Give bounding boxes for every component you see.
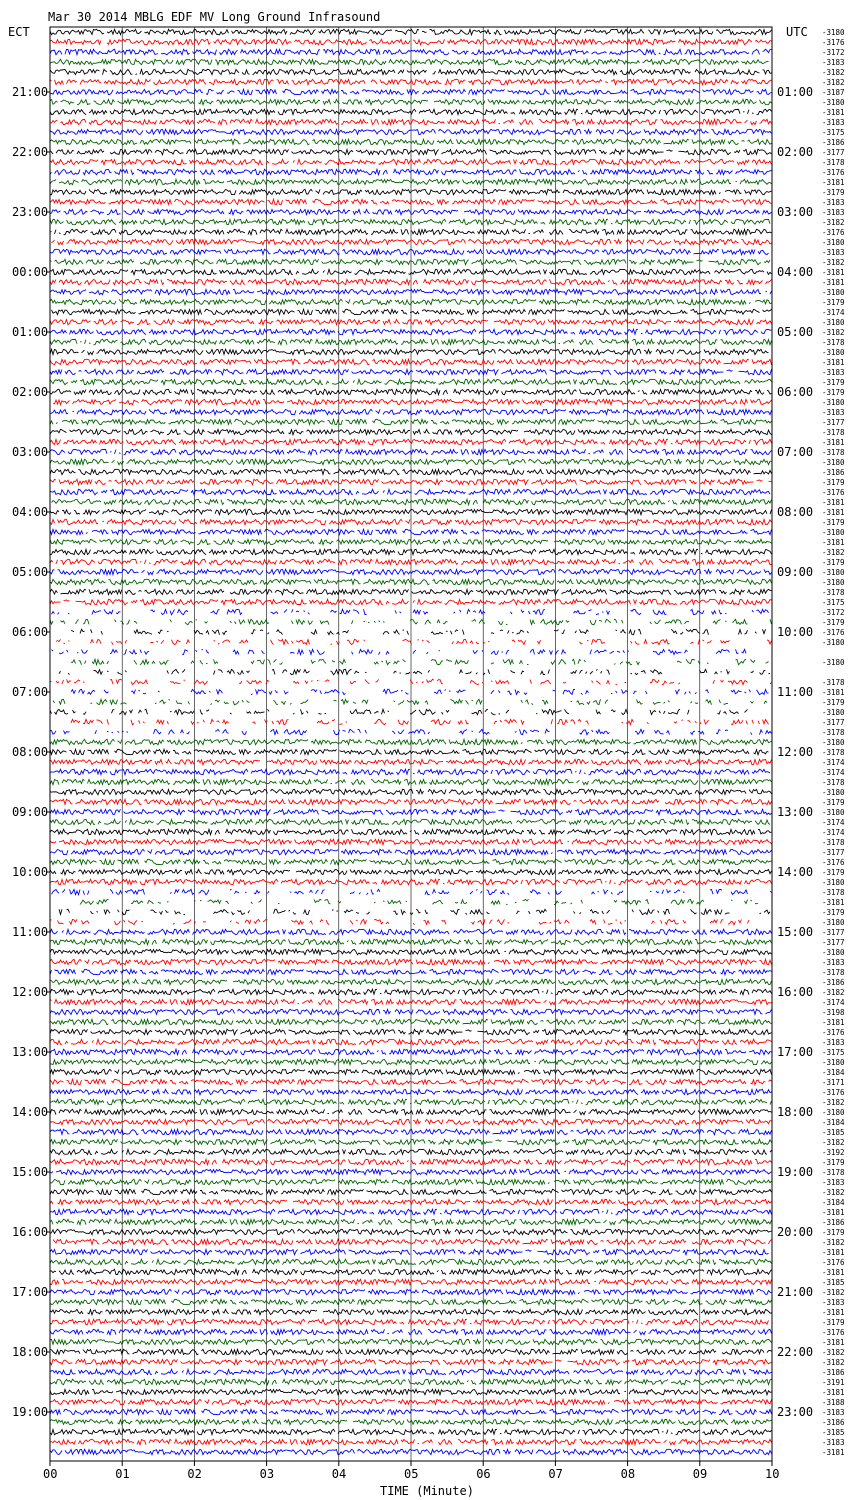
row-offset-label: -3180	[822, 878, 845, 887]
left-timezone-label: ECT	[8, 25, 30, 39]
row-offset-label: -3186	[822, 1218, 845, 1227]
row-offset-label: -3174	[822, 998, 845, 1007]
row-offset-label: -3183	[822, 958, 845, 967]
right-hour-axis	[777, 85, 813, 1419]
left-hour-label: 23:00	[12, 205, 49, 219]
row-offset-label: -3186	[822, 1368, 845, 1377]
row-offset-label: -3182	[822, 68, 845, 77]
row-offset-label: -3182	[822, 258, 845, 267]
row-offset-label: -3176	[822, 628, 845, 637]
row-offset-label: -3178	[822, 728, 845, 737]
row-offset-label: -3183	[822, 1298, 845, 1307]
row-offset-label: -3179	[822, 798, 845, 807]
x-tick-label: 10	[765, 1467, 780, 1481]
row-offset-label: -3181	[822, 108, 845, 117]
row-offset-label: -3177	[822, 418, 845, 427]
row-offset-label: -3187	[822, 88, 845, 97]
x-axis	[43, 1461, 779, 1481]
row-offset-label: -3179	[822, 1228, 845, 1237]
row-offset-label: -3180	[822, 1058, 845, 1067]
row-offset-label: -3180	[822, 98, 845, 107]
row-offset-label: -3178	[822, 1168, 845, 1177]
row-offset-label: -3181	[822, 1338, 845, 1347]
trace-line	[71, 689, 769, 694]
trace-line	[50, 259, 770, 264]
grid-lines	[122, 27, 700, 1461]
row-offset-label: -3182	[822, 78, 845, 87]
row-offset-label: -3177	[822, 928, 845, 937]
left-hour-label: 12:00	[12, 985, 49, 999]
trace-line	[71, 659, 769, 664]
right-hour-label: 02:00	[777, 145, 814, 159]
trace-line	[80, 899, 767, 904]
row-offset-label: -3182	[822, 218, 845, 227]
trace-line	[53, 1239, 772, 1244]
trace-line	[52, 499, 772, 504]
row-offset-label: -3178	[822, 888, 845, 897]
row-offset-label: -3180	[822, 238, 845, 247]
trace-line	[53, 399, 772, 404]
row-offset-label: -3180	[822, 708, 845, 717]
row-offset-label: -3185	[822, 1428, 845, 1437]
row-offset-label: -3179	[822, 1158, 845, 1167]
row-offset-label: -3186	[822, 1418, 845, 1427]
row-offset-label: -3180	[822, 578, 845, 587]
row-offset-label: -3176	[822, 1258, 845, 1267]
right-hour-label: 17:00	[777, 1045, 814, 1059]
row-offset-label: -3180	[822, 638, 845, 647]
left-hour-label: 16:00	[12, 1225, 49, 1239]
x-tick-label: 07	[548, 1467, 563, 1481]
row-offset-label: -3183	[822, 368, 845, 377]
row-offset-label: -3174	[822, 818, 845, 827]
row-offset-label: -3182	[822, 988, 845, 997]
right-hour-label: 14:00	[777, 865, 814, 879]
row-offset-label: -3176	[822, 38, 845, 47]
x-tick-label: 01	[115, 1467, 130, 1481]
row-offset-label: -3176	[822, 1328, 845, 1337]
row-offset-label: -3181	[822, 1018, 845, 1027]
trace-line	[52, 889, 772, 894]
row-offset-label: -3178	[822, 678, 845, 687]
trace-line	[59, 669, 770, 674]
row-offset-label: -3179	[822, 298, 845, 307]
trace-line	[50, 219, 770, 224]
row-offset-label: -3181	[822, 1268, 845, 1277]
row-offset-label: -3181	[822, 498, 845, 507]
row-offset-label: -3183	[822, 248, 845, 257]
row-offset-label: -3176	[822, 168, 845, 177]
row-offset-label: -3198	[822, 1008, 845, 1017]
row-offset-label: -3176	[822, 1028, 845, 1037]
row-offset-label: -3180	[822, 658, 845, 667]
row-offset-label: -3174	[822, 768, 845, 777]
row-offset-label: -3182	[822, 328, 845, 337]
row-offset-label: -3171	[822, 1078, 845, 1087]
left-hour-label: 19:00	[12, 1405, 49, 1419]
row-offset-label: -3177	[822, 718, 845, 727]
row-offset-label: -3175	[822, 128, 845, 137]
row-offset-label: -3179	[822, 188, 845, 197]
trace-line	[50, 769, 770, 774]
left-hour-label: 10:00	[12, 865, 49, 879]
row-offset-label: -3180	[822, 808, 845, 817]
row-offset-label: -3183	[822, 1038, 845, 1047]
trace-line	[50, 709, 770, 714]
row-offset-label: -3178	[822, 448, 845, 457]
row-offset-label: -3179	[822, 908, 845, 917]
row-offset-label: -3181	[822, 358, 845, 367]
trace-line	[71, 629, 766, 634]
right-hour-label: 15:00	[777, 925, 814, 939]
row-offset-label: -3176	[822, 228, 845, 237]
row-offset-label: -3183	[822, 1408, 845, 1417]
left-hour-label: 08:00	[12, 745, 49, 759]
row-offset-label: -3182	[822, 1348, 845, 1357]
row-offset-label: -3178	[822, 778, 845, 787]
row-offset-label: -3180	[822, 348, 845, 357]
row-offset-label: -3179	[822, 518, 845, 527]
row-offset-label: -3182	[822, 1288, 845, 1297]
row-offset-label: -3182	[822, 1188, 845, 1197]
row-offset-label: -3183	[822, 408, 845, 417]
x-tick-label: 03	[259, 1467, 275, 1481]
trace-line	[50, 819, 770, 824]
left-hour-label: 18:00	[12, 1345, 49, 1359]
row-offset-label: -3176	[822, 488, 845, 497]
row-offset-label: -3179	[822, 558, 845, 567]
row-offset-label: -3179	[822, 1318, 845, 1327]
row-offset-label: -3178	[822, 428, 845, 437]
left-hour-label: 07:00	[12, 685, 49, 699]
left-hour-label: 03:00	[12, 445, 49, 459]
row-offset-label: -3176	[822, 1088, 845, 1097]
row-offset-label: -3180	[822, 288, 845, 297]
x-tick-label: 02	[187, 1467, 202, 1481]
right-hour-label: 22:00	[777, 1345, 814, 1359]
row-offset-label: -3177	[822, 848, 845, 857]
x-tick-label: 06	[476, 1467, 491, 1481]
row-offset-label: -3182	[822, 1238, 845, 1247]
right-hour-label: 08:00	[777, 505, 814, 519]
row-offset-label: -3178	[822, 748, 845, 757]
row-offset-label: -3180	[822, 528, 845, 537]
row-offset-label: -3180	[822, 788, 845, 797]
right-hour-label: 16:00	[777, 985, 814, 999]
row-offset-label: -3185	[822, 1128, 845, 1137]
row-offset-label: -3172	[822, 48, 845, 57]
row-offset-label: -3180	[822, 458, 845, 467]
left-hour-axis	[12, 85, 50, 1419]
row-offset-label: -3183	[822, 1178, 845, 1187]
right-hour-label: 01:00	[777, 85, 814, 99]
row-offset-label: -3177	[822, 148, 845, 157]
row-offset-label: -3179	[822, 388, 845, 397]
row-offset-label: -3175	[822, 598, 845, 607]
left-hour-label: 09:00	[12, 805, 49, 819]
right-hour-label: 19:00	[777, 1165, 814, 1179]
row-offset-label: -3191	[822, 1378, 845, 1387]
row-offset-label: -3175	[822, 1048, 845, 1057]
right-timezone-label: UTC	[786, 25, 808, 39]
trace-line	[52, 309, 772, 314]
left-hour-label: 04:00	[12, 505, 49, 519]
trace-line	[56, 639, 772, 644]
x-tick-label: 08	[620, 1467, 636, 1481]
row-offset-label: -3186	[822, 468, 845, 477]
row-offset-label: -3180	[822, 568, 845, 577]
left-hour-label: 05:00	[12, 565, 49, 579]
row-offset-label: -3178	[822, 838, 845, 847]
right-hour-label: 07:00	[777, 445, 814, 459]
row-offset-label: -3179	[822, 478, 845, 487]
row-offset-label: -3176	[822, 858, 845, 867]
row-offset-label: -3179	[822, 618, 845, 627]
left-hour-label: 00:00	[12, 265, 49, 279]
row-offset-label: -3184	[822, 1118, 845, 1127]
row-offset-label: -3181	[822, 1388, 845, 1397]
row-offset-label: -3181	[822, 1208, 845, 1217]
row-offset-label: -3183	[822, 58, 845, 67]
right-hour-label: 11:00	[777, 685, 814, 699]
right-hour-label: 03:00	[777, 205, 814, 219]
x-axis-label: TIME (Minute)	[380, 1484, 474, 1498]
row-offset-label: -3180	[822, 318, 845, 327]
row-offset-label: -3183	[822, 208, 845, 217]
row-offset-label: -3178	[822, 158, 845, 167]
left-hour-label: 01:00	[12, 325, 49, 339]
right-hour-label: 12:00	[777, 745, 814, 759]
row-offset-label: -3181	[822, 268, 845, 277]
row-offset-label: -3180	[822, 1108, 845, 1117]
trace-line	[50, 919, 770, 924]
x-tick-label: 09	[692, 1467, 708, 1481]
left-hour-label: 21:00	[12, 85, 49, 99]
row-offset-label: -3181	[822, 1248, 845, 1257]
row-offset-label: -3183	[822, 198, 845, 207]
left-hour-label: 13:00	[12, 1045, 49, 1059]
row-offset-label: -3186	[822, 138, 845, 147]
row-offset-label: -3178	[822, 968, 845, 977]
row-offset-label: -3183	[822, 118, 845, 127]
row-offset-label: -3180	[822, 738, 845, 747]
row-offset-label: -3184	[822, 1198, 845, 1207]
chart-title: Mar 30 2014 MBLG EDF MV Long Ground Infrasound	[48, 10, 381, 24]
row-offset-label: -3186	[822, 978, 845, 987]
row-offset-label: -3182	[822, 1358, 845, 1367]
row-offset-label: -3181	[822, 898, 845, 907]
x-tick-label: 05	[404, 1467, 419, 1481]
row-offset-label: -3192	[822, 1148, 845, 1157]
row-offset-label: -3178	[822, 338, 845, 347]
row-offset-label: -3182	[822, 548, 845, 557]
row-offset-label: -3179	[822, 698, 845, 707]
row-offset-label: -3181	[822, 178, 845, 187]
right-hour-label: 09:00	[777, 565, 814, 579]
right-hour-label: 21:00	[777, 1285, 814, 1299]
left-hour-label: 11:00	[12, 925, 49, 939]
left-hour-label: 22:00	[12, 145, 49, 159]
row-offset-label: -3181	[822, 1448, 845, 1457]
row-offset-label: -3185	[822, 1278, 845, 1287]
left-hour-label: 06:00	[12, 625, 49, 639]
trace-line	[59, 909, 770, 914]
left-hour-label: 14:00	[12, 1105, 49, 1119]
trace-line	[71, 719, 769, 724]
trace-line	[52, 609, 769, 614]
row-offset-label: -3188	[822, 1398, 845, 1407]
row-offset-label: -3181	[822, 438, 845, 447]
row-offset-label: -3184	[822, 1068, 845, 1077]
x-tick-label: 04	[331, 1467, 347, 1481]
x-tick-label: 00	[43, 1467, 58, 1481]
right-hour-label: 13:00	[777, 805, 814, 819]
row-offset-label: -3180	[822, 948, 845, 957]
row-offset-label: -3174	[822, 758, 845, 767]
trace-line	[53, 699, 767, 704]
row-offset-label: -3182	[822, 1138, 845, 1147]
row-offset-label: -3183	[822, 1438, 845, 1447]
row-offset-label: -3181	[822, 1308, 845, 1317]
right-hour-label: 05:00	[777, 325, 814, 339]
row-offset-label: -3180	[822, 28, 845, 37]
row-offset-label: -3178	[822, 588, 845, 597]
right-hour-label: 04:00	[777, 265, 814, 279]
left-hour-label: 15:00	[12, 1165, 49, 1179]
row-offset-label: -3172	[822, 608, 845, 617]
row-offset-labels	[822, 28, 845, 1457]
row-offset-label: -3179	[822, 868, 845, 877]
row-offset-label: -3181	[822, 688, 845, 697]
row-offset-label: -3177	[822, 938, 845, 947]
left-hour-label: 17:00	[12, 1285, 49, 1299]
row-offset-label: -3182	[822, 1098, 845, 1107]
row-offset-label: -3181	[822, 508, 845, 517]
right-hour-label: 20:00	[777, 1225, 814, 1239]
row-offset-label: -3181	[822, 538, 845, 547]
right-hour-label: 06:00	[777, 385, 814, 399]
row-offset-label: -3181	[822, 278, 845, 287]
trace-line	[50, 489, 770, 494]
row-offset-label: -3179	[822, 378, 845, 387]
trace-line	[52, 239, 772, 244]
row-offset-label: -3174	[822, 308, 845, 317]
row-offset-label: -3174	[822, 828, 845, 837]
row-offset-label: -3180	[822, 918, 845, 927]
right-hour-label: 10:00	[777, 625, 814, 639]
row-offset-label: -3180	[822, 398, 845, 407]
right-hour-label: 18:00	[777, 1105, 814, 1119]
left-hour-label: 02:00	[12, 385, 49, 399]
right-hour-label: 23:00	[777, 1405, 814, 1419]
